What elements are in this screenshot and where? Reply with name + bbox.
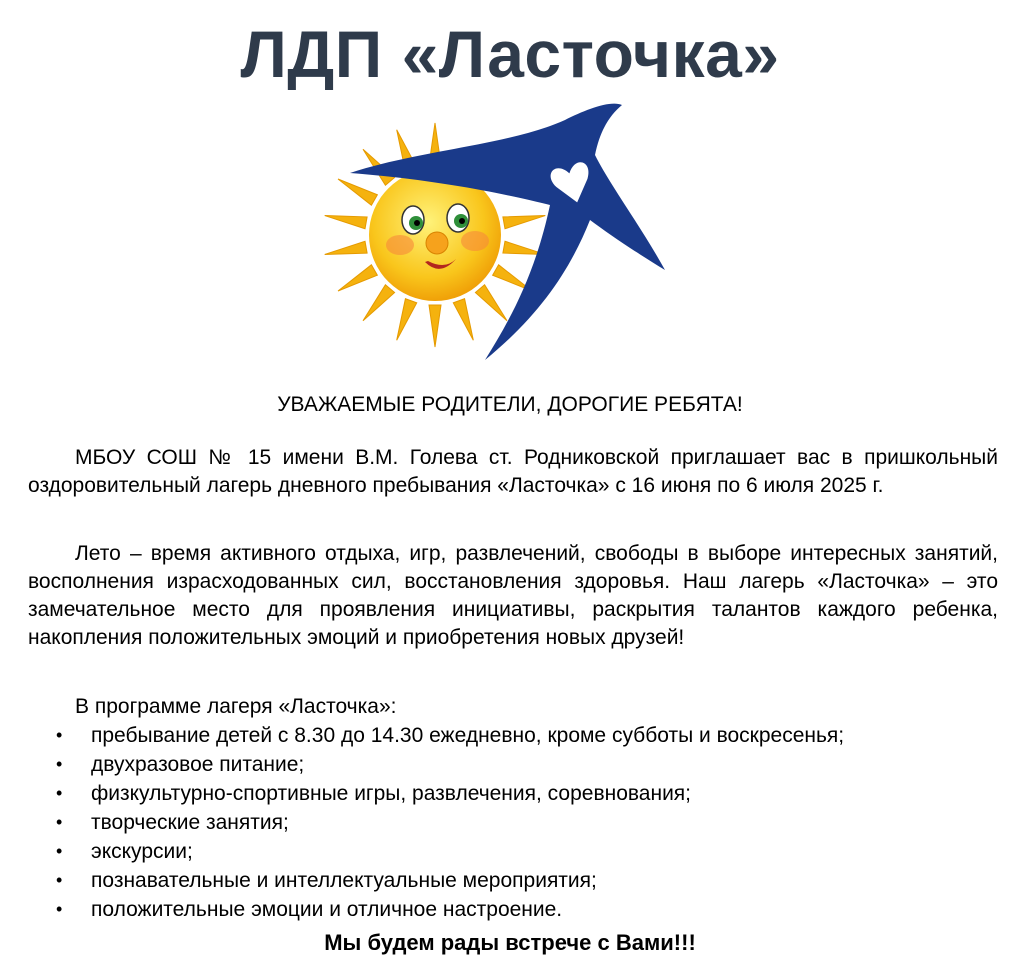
bullet-icon: • <box>56 841 63 861</box>
list-item: • творческие занятия; <box>0 808 844 837</box>
program-list <box>0 721 844 924</box>
list-item: • пребывание детей с 8.30 до 14.30 ежедневно, кроме субботы и воскресенья; <box>0 721 844 750</box>
list-item: • познавательные и интеллектуальные мероприятия; <box>0 866 844 895</box>
sun-and-swallow-logo <box>310 95 710 385</box>
list-item: • экскурсии; <box>0 837 844 866</box>
bullet-icon: • <box>56 725 63 745</box>
bullet-icon: • <box>56 899 63 919</box>
list-item: • положительные эмоции и отличное настроение. <box>0 895 844 924</box>
logo-illustration <box>310 95 710 385</box>
greeting-heading: УВАЖАЕМЫЕ РОДИТЕЛИ, ДОРОГИЕ РЕБЯТА! <box>277 393 743 416</box>
page-title: ЛДП «Ласточка» <box>240 17 780 91</box>
intro-paragraph: МБОУ СОШ № 15 имени В.М. Голева ст. Родниковской приглашает вас в пришкольный оздоровительный лагерь дневного пребывания «Ласточка» с 16 июня по 6 июля 2025 г. <box>28 446 998 497</box>
program-intro: В программе лагеря «Ласточка»: <box>75 695 397 718</box>
closing-message: Мы будем рады встрече с Вами!!! <box>324 930 696 955</box>
bullet-icon: • <box>56 754 63 774</box>
bullet-icon: • <box>56 870 63 890</box>
summer-paragraph: Лето – время активного отдыха, игр, развлечений, свободы в выборе интересных занятий, восполнения израсходованных сил, восстановления здоровья. Наш лагерь «Ласточка» – это замечательное место для проявления инициативы, раскрытия талантов каждого ребенка, накопления положительных эмоций и приобретения новых друзей! <box>28 542 998 649</box>
list-item: • двухразовое питание; <box>0 750 844 779</box>
list-item: • физкультурно-спортивные игры, развлечения, соревнования; <box>0 779 844 808</box>
bullet-icon: • <box>56 783 63 803</box>
bullet-icon: • <box>56 812 63 832</box>
